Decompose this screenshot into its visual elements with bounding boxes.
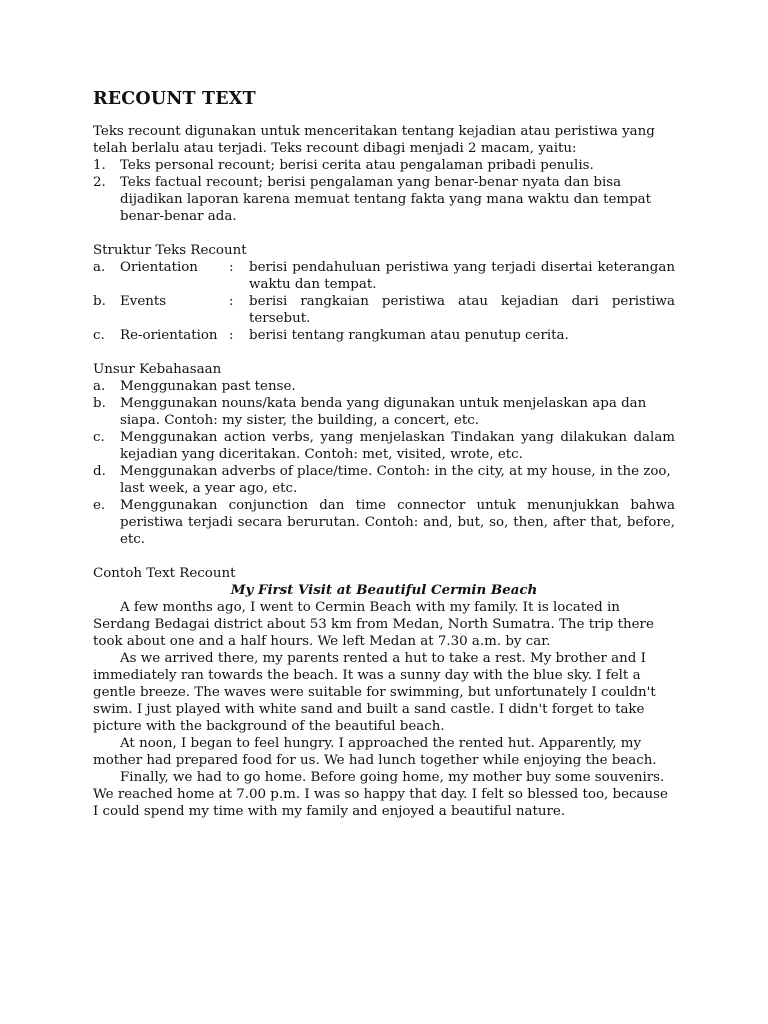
list-item-text: Menggunakan conjunction dan time connector untuk menunjukkan bahwa peristiwa terjadi secara berurutan. Contoh: and, but, so, then, after that, before, etc. [120,498,675,547]
structure-term: Re-orientation [120,328,218,343]
list-item-text: Teks personal recount; berisi cerita atau pengalaman pribadi penulis. [120,158,594,173]
structure-colon: : [229,328,234,343]
list-item [93,429,675,463]
list-marker: a. [93,260,106,275]
list-marker: a. [93,379,106,394]
story-paragraph: At noon, I began to feel hungry. I approached the rented hut. Apparently, my mother had prepared food for us. We had lunch together while enjoying the beach. [93,736,657,768]
list-marker: 1. [93,158,106,173]
structure-definition: berisi pendahuluan peristiwa yang terjadi disertai keterangan waktu dan tempat. [249,260,675,292]
list-item [93,395,675,429]
document-title: RECOUNT TEXT [93,89,256,109]
structure-colon: : [229,294,234,309]
list-marker: e. [93,498,106,513]
story-paragraph: A few months ago, I went to Cermin Beach with my family. It is located in Serdang Bedagai district about 53 km from Medan, North Sumatra. The trip there took about one and a half hours. We left Medan at 7.30 a.m. by car. [93,600,654,649]
list-marker: c. [93,430,105,445]
language-heading: Unsur Kebahasaan [93,362,222,377]
structure-heading: Struktur Teks Recount [93,243,247,258]
structure-item-events [93,293,675,327]
structure-item-reorientation [93,327,675,344]
list-marker: c. [93,328,105,343]
list-marker: b. [93,294,106,309]
list-item [93,157,675,174]
list-item [93,174,675,225]
list-item-text: Menggunakan past tense. [120,379,296,394]
story-paragraph: Finally, we had to go home. Before going home, my mother buy some souvenirs. We reached home at 7.00 p.m. I was so happy that day. I felt so blessed too, because I could spend my time with my family and enjoyed a beautiful nature. [93,770,668,819]
structure-item-orientation [93,259,675,293]
list-marker: 2. [93,175,106,190]
list-item-text: Menggunakan adverbs of place/time. Contoh: in the city, at my house, in the zoo, last week, a year ago, etc. [120,464,671,496]
list-item [93,463,675,497]
structure-colon: : [229,260,234,275]
story-title: My First Visit at Beautiful Cermin Beach [230,582,538,598]
list-item-text: Menggunakan nouns/kata benda yang digunakan untuk menjelaskan apa dan siapa. Contoh: my sister, the building, a concert, etc. [120,396,647,428]
list-marker: b. [93,396,106,411]
recount-types-list [93,157,675,225]
structure-term: Events [120,294,167,309]
structure-definition: berisi tentang rangkuman atau penutup cerita. [249,328,569,343]
list-marker: d. [93,464,106,479]
list-item-text: Menggunakan action verbs, yang menjelaskan Tindakan yang dilakukan dalam kejadian yang diceritakan. Contoh: met, visited, wrote, etc. [120,430,675,462]
structure-definition: berisi rangkaian peristiwa atau kejadian dari peristiwa tersebut. [249,294,675,326]
structure-term: Orientation [120,260,198,275]
list-item [93,378,675,395]
intro-paragraph: Teks recount digunakan untuk menceritakan tentang kejadian atau peristiwa yang telah berlalu atau terjadi. Teks recount dibagi menjadi 2 macam, yaitu: [93,124,655,156]
example-heading: Contoh Text Recount [93,566,236,581]
list-item-text: Teks factual recount; berisi pengalaman yang benar-benar nyata dan bisa dijadikan laporan karena memuat tentang fakta yang mana waktu dan tempat benar-benar ada. [120,175,652,224]
document-page [93,88,675,820]
structure-list [93,259,675,344]
story-paragraph: As we arrived there, my parents rented a hut to take a rest. My brother and I immediately ran towards the beach. It was a sunny day with the blue sky. I felt a gentle breeze. The waves were suitable for swimming, but unfortunately I couldn't swim. I just played with white sand and built a sand castle. I didn't forget to take picture with the background of the beautiful beach. [93,651,656,734]
list-item [93,497,675,548]
language-features-list [93,378,675,548]
